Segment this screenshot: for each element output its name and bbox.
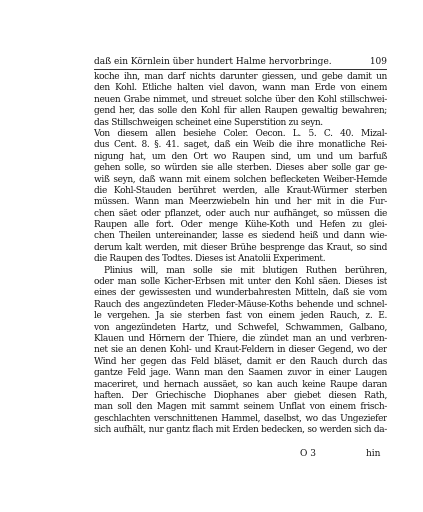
text-line: net sie an denen Kohl- und Kraut-Feldern in dieser Gegend, wo der	[94, 345, 387, 356]
text-line: geschlachten verschnittenen Hammel, daselbst, wo das Ungeziefer	[94, 413, 387, 424]
header-rule	[94, 69, 387, 70]
text-line: den Kohl. Etliche halten viel davon, wann man Erde von einem	[94, 83, 387, 94]
text-line: neuen Grabe nimmet, und streuet solche über den Kohl stillschwei-	[94, 94, 387, 105]
text-line: wiß seyn, daß wann mit einem solchen beflecketen Weiber-Hemde	[94, 174, 387, 185]
text-line: Raupen alle fort. Oder menge Kühe-Koth und Hefen zu glei-	[94, 220, 387, 231]
text-line: dus Cent. 8. §. 41. saget, daß ein Weib die ihre monatliche Rei-	[94, 140, 387, 151]
catchword: hin	[366, 449, 381, 459]
running-title: daß ein Körnlein über hundert Halme hervorbringe.	[94, 57, 332, 67]
text-line: derum kalt werden, mit dieser Brühe besprenge das Kraut, so sind	[94, 242, 387, 253]
text-line: oder man solle Kicher-Erbsen mit unter den Kohl säen. Dieses ist	[94, 277, 387, 288]
text-line: Klauen und Hörnern der Thiere, die zündet man an und verbren-	[94, 333, 387, 344]
text-line: Von diesem allen besiehe Coler. Oecon. L. 5. C. 40. Mizal-	[94, 128, 387, 139]
text-line: von angezündeten Hartz, und Schwefel, Schwammen, Galbano,	[94, 322, 387, 333]
text-line: man soll den Magen mit sammt seinem Unflat von einem frisch-	[94, 402, 387, 413]
text-line: Wind her gegen das Feld bläset, damit er den Rauch durch das	[94, 356, 387, 367]
text-line: eines der gewissesten und wunderbahresten Mitteln, daß sie vom	[94, 288, 387, 299]
text-line: Rauch des angezündeten Fleder-Mäuse-Koths behende und schnel-	[94, 299, 387, 310]
text-line: die Raupen des Todtes. Dieses ist Anatolii Experiment.	[94, 254, 326, 265]
text-line: müssen. Wann man Meerzwiebeln hin und her mit in die Fur-	[94, 197, 387, 208]
text-line: gend her, das solle den Kohl für allen Raupen gewaltig bewahren;	[94, 106, 387, 117]
signature-mark: O 3	[300, 449, 316, 459]
text-line: gantze Feld jage. Wann man den Saamen zuvor in einer Laugen	[94, 368, 387, 379]
text-line: gehen solle, so würden sie alle sterben. Dieses aber solle gar ge-	[94, 163, 387, 174]
text-line: nigung hat, um den Ort wo Raupen sind, um und um barfuß	[94, 151, 387, 162]
body-text	[94, 72, 387, 437]
text-line: haften. Der Griechische Diophanes aber giebet diesen Rath,	[94, 390, 387, 401]
text-line: le vergehen. Ja sie sterben fast von einem jeden Rauch, z. E.	[94, 311, 387, 322]
text-line: koche ihn, man darf nichts darunter giessen, und gebe damit un	[94, 72, 387, 82]
page-number: 109	[369, 57, 387, 67]
text-line: chen Theilen untereinander, lasse es siedend heiß und dann wie-	[94, 231, 387, 242]
text-line: das Stillschweigen scheinet eine Superstition zu seyn.	[94, 117, 323, 128]
text-line: die Kohl-Stauden berühret werden, alle Kraut-Würmer sterben	[94, 185, 387, 196]
text-line: chen säet oder pflanzet, oder auch nur aufhänget, so müssen die	[94, 208, 387, 219]
text-line: sich aufhält, nur gantz flach mit Erden bedecken, so werden sich da-	[94, 425, 387, 436]
text-line: maceriret, und hernach aussäet, so kan auch keine Raupe daran	[94, 379, 387, 390]
text-line: Plinius will, man solle sie mit blutigen Ruthen berühren,	[104, 265, 387, 276]
